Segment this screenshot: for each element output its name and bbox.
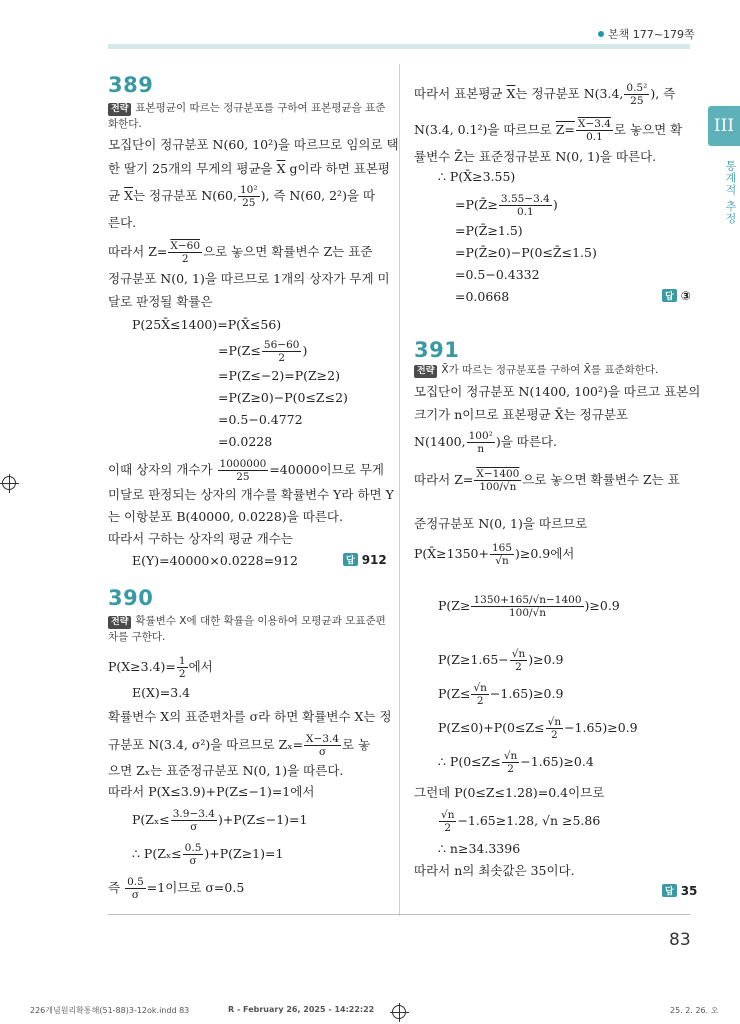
- p390c-eq1: ∴ P(X̄≥3.55): [438, 169, 516, 184]
- p390c-eq6: =0.0668: [455, 289, 510, 304]
- p391-line4: 따라서 Z= $\frac{X-1400}{100/√n}$ 으로 놓으면 확률변수 Z는 표: [414, 468, 680, 493]
- problem-number-390: 390: [108, 586, 154, 610]
- p389-line9: 미달로 판정되는 상자의 개수를 확률변수 Y라 하면 Y: [108, 487, 394, 502]
- strategy-389: [108, 100, 390, 132]
- p391-line8: P(Z≥1.65− $\frac{√n}{2}$ )≥0.9: [438, 648, 564, 673]
- p390-line6: 따라서 P(X≤3.9)+P(Z≤−1)=1에서: [108, 784, 315, 799]
- chapter-tab[interactable]: III: [708, 106, 740, 146]
- p391-line6: P(X̄≥1350+ $\frac{165}{√n}$ )≥0.9에서: [414, 542, 575, 567]
- p391-line1: 모집단이 정규분포 N(1400, 100²)을 따르고 표본의: [414, 384, 701, 399]
- p389-eq4: =P(Z≥0)−P(0≤Z≤2): [218, 390, 348, 405]
- p391-line9: P(Z≤ $\frac{√n}{2}$ −1.65)≥0.9: [438, 682, 564, 707]
- p389-line10: 는 이항분포 B(40000, 0.0228)을 따른다.: [108, 509, 343, 524]
- header-bar: [108, 44, 690, 49]
- p391-line10: P(Z≤0)+P(0≤Z≤ $\frac{√n}{2}$ −1.65)≥0.9: [438, 716, 638, 741]
- p390-line1: P(X≥3.4)= $\frac{1}{2}$ 에서: [108, 655, 213, 680]
- problem-number-389: 389: [108, 73, 154, 97]
- p391-line14: ∴ n≥34.3396: [438, 841, 521, 856]
- p389-eq6: =0.0228: [218, 434, 273, 449]
- p390-line9: 즉 $\frac{0.5}{\sigma}$ =1이므로 σ=0.5: [108, 876, 245, 901]
- p391-line13: $\frac{√n}{2}$ −1.65≥1.28, √n ≥5.86: [441, 809, 601, 834]
- p389-line1: 모집단이 정규분포 N(60, 10²)을 따르므로 임의로 택: [108, 137, 399, 152]
- p389-line2: 한 딸기 25개의 무게의 평균을 $\overline{X}$ g이라 하면 표본평: [108, 161, 390, 176]
- footer-file: 226개념원리확통해(51-88)3-12ok.indd 83: [30, 1006, 190, 1015]
- p391-line11: ∴ P(0≤Z≤ $\frac{√n}{2}$ −1.65)≥0.4: [438, 750, 594, 775]
- answer-390: 답 ③: [662, 289, 691, 303]
- p390c-eq3: =P(Z̄≥1.5): [455, 223, 523, 238]
- bullet-dot-icon: [598, 31, 604, 37]
- p389-line12: E(Y)=40000×0.0228=912: [132, 553, 298, 568]
- p389-eq5: =0.5−0.4772: [218, 412, 303, 427]
- p391-line7: P(Z≥ $\frac{1350+165/√n-1400}{100/√n}$ )≥0.9: [438, 594, 620, 619]
- p389-line11: 따라서 구하는 상자의 평균 개수는: [108, 531, 293, 546]
- strategy-391: 전략 X̄가 따르는 정규분포를 구하여 X̄를 표준화한다.: [414, 362, 694, 378]
- page-number: 83: [669, 930, 691, 950]
- p390-line7: P(Zₓ≤ $\frac{3.9-3.4}{\sigma}$ )+P(Z≤−1)=1: [132, 808, 308, 833]
- header-ref-text: 본책 177~179쪽: [608, 28, 695, 41]
- p390c-line2: N(3.4, 0.1²)을 따르므로 Z= $\frac{X-3.4}{0.1}$ 로 놓으면 확: [414, 118, 683, 143]
- answer-391: 답 35: [662, 884, 697, 898]
- strategy-390: 전략 확률변수 X에 대한 확률을 이용하여 모평균과 모표준편차를 구한다.: [108, 615, 386, 643]
- registration-mark-icon: [392, 1005, 406, 1019]
- p391-line12: 그런데 P(0≤Z≤1.28)=0.4이므로: [414, 785, 605, 800]
- p390c-eq2: =P(Z̄≥ $\frac{3.55-3.4}{0.1}$ ): [455, 193, 558, 218]
- p391-line2: 크기가 n이므로 표본평균 X̄는 정규분포: [414, 407, 628, 422]
- p389-line5: 따라서 Z= $\frac{X-60}{2}$ 으로 놓으면 확률변수 Z는 표준: [108, 240, 373, 265]
- problem-number-391: 391: [414, 338, 460, 362]
- strategy-tag: 전략: [108, 103, 131, 116]
- header-reference: [598, 26, 695, 42]
- p389-line6: 정규분포 N(0, 1)을 따르므로 1개의 상자가 무게 미: [108, 271, 390, 286]
- p389-eq1: P(25X̄≤1400)=P(X̄≤56): [132, 317, 282, 332]
- p390c-eq5: =0.5−0.4332: [455, 267, 540, 282]
- p389-eq3: =P(Z≤−2)=P(Z≥2): [218, 368, 340, 383]
- p390-line8: ∴ P(Zₓ≤ $\frac{0.5}{\sigma}$ )+P(Z≥1)=1: [132, 842, 284, 867]
- p391-line5: 준정규분포 N(0, 1)을 따르므로: [414, 516, 588, 531]
- p390c-line1: 따라서 표본평균 $\overline{X}$는 정규분포 N(3.4, $\frac{\text{0.5²}}{25}$ ), 즉: [414, 82, 676, 107]
- p390c-line3: 률변수 Z̄는 표준정규분포 N(0, 1)을 따른다.: [414, 149, 657, 164]
- footer-date: 25. 2. 26. 오: [670, 1006, 719, 1015]
- p389-line7: 달로 판정될 확률은: [108, 294, 213, 309]
- p390-line2: E(X)=3.4: [132, 685, 191, 700]
- p391-line3: N(1400, $\frac{\text{100²}}{n}$ )을 따른다.: [414, 430, 557, 455]
- p389-line3: 균 $\overline{X}$는 정규분포 N(60, $\frac{\text{10²}}{25}$ ), 즉 N(60, 2²)을 따: [108, 184, 376, 209]
- footer-stamp: R - February 26, 2025 - 14:22:22: [228, 1005, 375, 1014]
- chapter-label: 통계적 추정: [724, 160, 737, 225]
- p389-line4: 른다.: [108, 215, 137, 230]
- p390-line5: 으면 Zₓ는 표준정규분포 N(0, 1)을 따른다.: [108, 763, 344, 778]
- answer-389: 답 912: [343, 553, 387, 567]
- strategy-text: 표본평균이 따르는 정규분포를 구하여 표본평균을 표준화한다.: [108, 102, 386, 130]
- p389-line8: 이때 상자의 개수가 $\frac{1000000}{25}$ =40000이므로 무게: [108, 458, 384, 483]
- p391-line15: 따라서 n의 최솟값은 35이다.: [414, 863, 575, 878]
- p390-line4: 규분포 N(3.4, σ²)을 따르므로 Zₓ= $\frac{X-3.4}{\sigma}$ 로 놓: [108, 733, 371, 758]
- p389-eq2: =P(Z≤ $\frac{56-60}{2}$ ): [218, 339, 308, 364]
- p390c-eq4: =P(Z̄≥0)−P(0≤Z̄≤1.5): [455, 245, 597, 260]
- registration-mark-icon: [2, 476, 16, 490]
- bottom-rule: [108, 914, 690, 915]
- p390-line3: 확률변수 X의 표준편차를 σ라 하면 확률변수 X는 정: [108, 709, 392, 724]
- column-divider: [399, 64, 400, 916]
